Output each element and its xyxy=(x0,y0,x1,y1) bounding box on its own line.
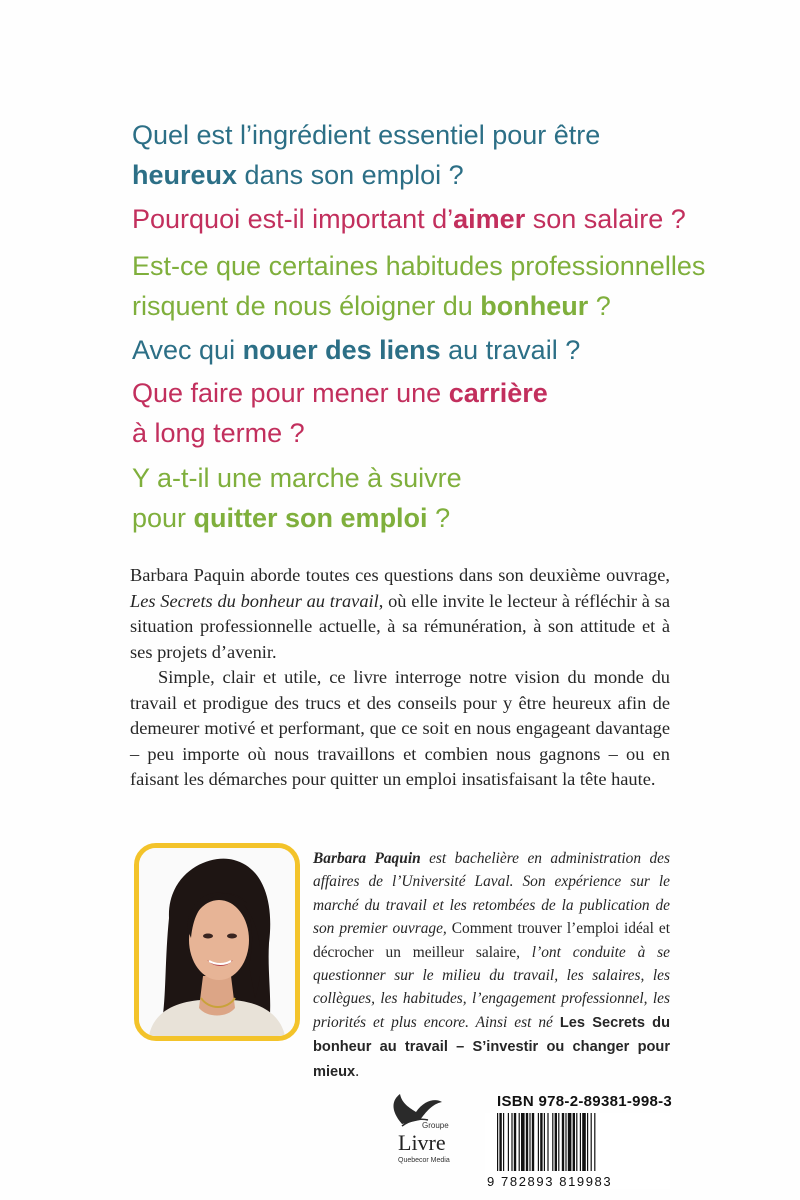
publisher-logo xyxy=(380,1090,470,1170)
barcode-bar xyxy=(594,1113,595,1171)
question-4: Avec qui nouer des liens au travail ? xyxy=(132,335,581,365)
barcode-image xyxy=(485,1113,670,1189)
book-full-title: Les Secrets du bonheur au travail – S’investir ou changer pour mieux xyxy=(313,1014,670,1080)
book-description xyxy=(130,563,670,793)
barcode-bar xyxy=(562,1113,564,1171)
barcode-bar xyxy=(540,1113,542,1171)
barcode-bar xyxy=(544,1113,545,1171)
question-2: Pourquoi est-il important d’aimer son salaire ? xyxy=(132,204,686,234)
emphasis-bonheur: bonheur xyxy=(480,291,589,321)
logo-line2: Livre xyxy=(398,1130,446,1155)
barcode-bar xyxy=(499,1113,501,1171)
barcode-bar xyxy=(547,1113,548,1171)
barcode-bar xyxy=(514,1113,516,1171)
barcode-bar xyxy=(521,1113,525,1171)
author-name: Barbara Paquin xyxy=(313,850,421,867)
description-paragraph-1: Barbara Paquin aborde toutes ces questions dans son deuxième ouvrage, Les Secrets du bonheur au travail, où elle invite le lecteur à réfléchir à sa situation professionnelle actuelle, à sa rémunération, à son attitude et à ses projets d’avenir. xyxy=(130,565,671,662)
barcode-bar xyxy=(519,1113,520,1171)
barcode-bar xyxy=(555,1113,557,1171)
author-portrait-image xyxy=(139,848,295,1036)
barcode-bar xyxy=(565,1113,566,1171)
barcode xyxy=(485,1113,670,1189)
emphasis-heureux: heureux xyxy=(132,160,238,190)
emphasis-nouer-des-liens: nouer des liens xyxy=(242,335,441,365)
question-6: Y a-t-il une marche à suivre pour quitter son emploi ? xyxy=(132,463,462,533)
barcode-bar xyxy=(573,1113,575,1171)
barcode-bar xyxy=(568,1113,572,1171)
barcode-bar xyxy=(580,1113,581,1171)
barcode-bar xyxy=(591,1113,592,1171)
logo-line1: Groupe xyxy=(422,1121,449,1130)
barcode-digits: 9 782893 819983 xyxy=(487,1174,613,1189)
author-photo xyxy=(134,843,300,1041)
barcode-bar xyxy=(587,1113,588,1171)
emphasis-carriere: carrière xyxy=(448,378,548,408)
barcode-bar xyxy=(511,1113,512,1171)
book-title: Les Secrets du bonheur au travail xyxy=(130,590,379,611)
question-5: Que faire pour mener une carrière à long terme ? xyxy=(132,378,548,448)
barcode-bar xyxy=(508,1113,509,1171)
barcode-bar xyxy=(552,1113,553,1171)
logo-line3: Quebecor Media xyxy=(398,1157,450,1164)
description-paragraph-2: Simple, clair et utile, ce livre interroge notre vision du monde du travail et prodigue des trucs et des conseils pour y être heureux afin de demeurer motivé et performant, que ce soit en nous engageant davantage – peu importe où nous travaillons et combien nous gagnons – ou en faisant les démarches pour quitter un emploi insatisfaisant la tête haute. xyxy=(130,667,670,789)
question-3: Est-ce que certaines habitudes professionnelles risquent de nous éloigner du bonheur ? xyxy=(132,251,706,321)
barcode-bar xyxy=(538,1113,539,1171)
leaf-logo-icon xyxy=(380,1090,470,1170)
isbn-label: ISBN 978-2-89381-998-3 xyxy=(497,1093,673,1110)
first-book-title: Comment trouver l’emploi idéal et décrocher un meilleur salaire xyxy=(313,920,671,961)
question-1: Quel est l’ingrédient essentiel pour être heureux dans son emploi ? xyxy=(132,120,601,190)
barcode-bar xyxy=(576,1113,577,1171)
author-bio: Barbara Paquin est bachelière en administration des affaires de l’Université Laval. Son expérience sur le marché du travail et les retombées de la publication de son premier ouvrage, Comment trouver l’emploi idéal et décrocher un meilleur salaire, l’ont conduite à se questionner sur le milieu du travail, les salaires, les collègues, les habitudes, l’engagement professionnel, les priorités et plus encore. Ainsi est né Les Secrets du bonheur au travail – S’investir ou changer pour mieux. xyxy=(313,850,671,1080)
barcode-bar xyxy=(526,1113,528,1171)
emphasis-aimer: aimer xyxy=(453,204,526,234)
barcode-bar xyxy=(497,1113,498,1171)
emphasis-quitter-son-emploi: quitter son emploi xyxy=(193,503,428,533)
barcode-bar xyxy=(558,1113,559,1171)
barcode-bar xyxy=(532,1113,534,1171)
barcode-bar xyxy=(529,1113,530,1171)
barcode-bar xyxy=(503,1113,504,1171)
barcode-bar xyxy=(582,1113,586,1171)
